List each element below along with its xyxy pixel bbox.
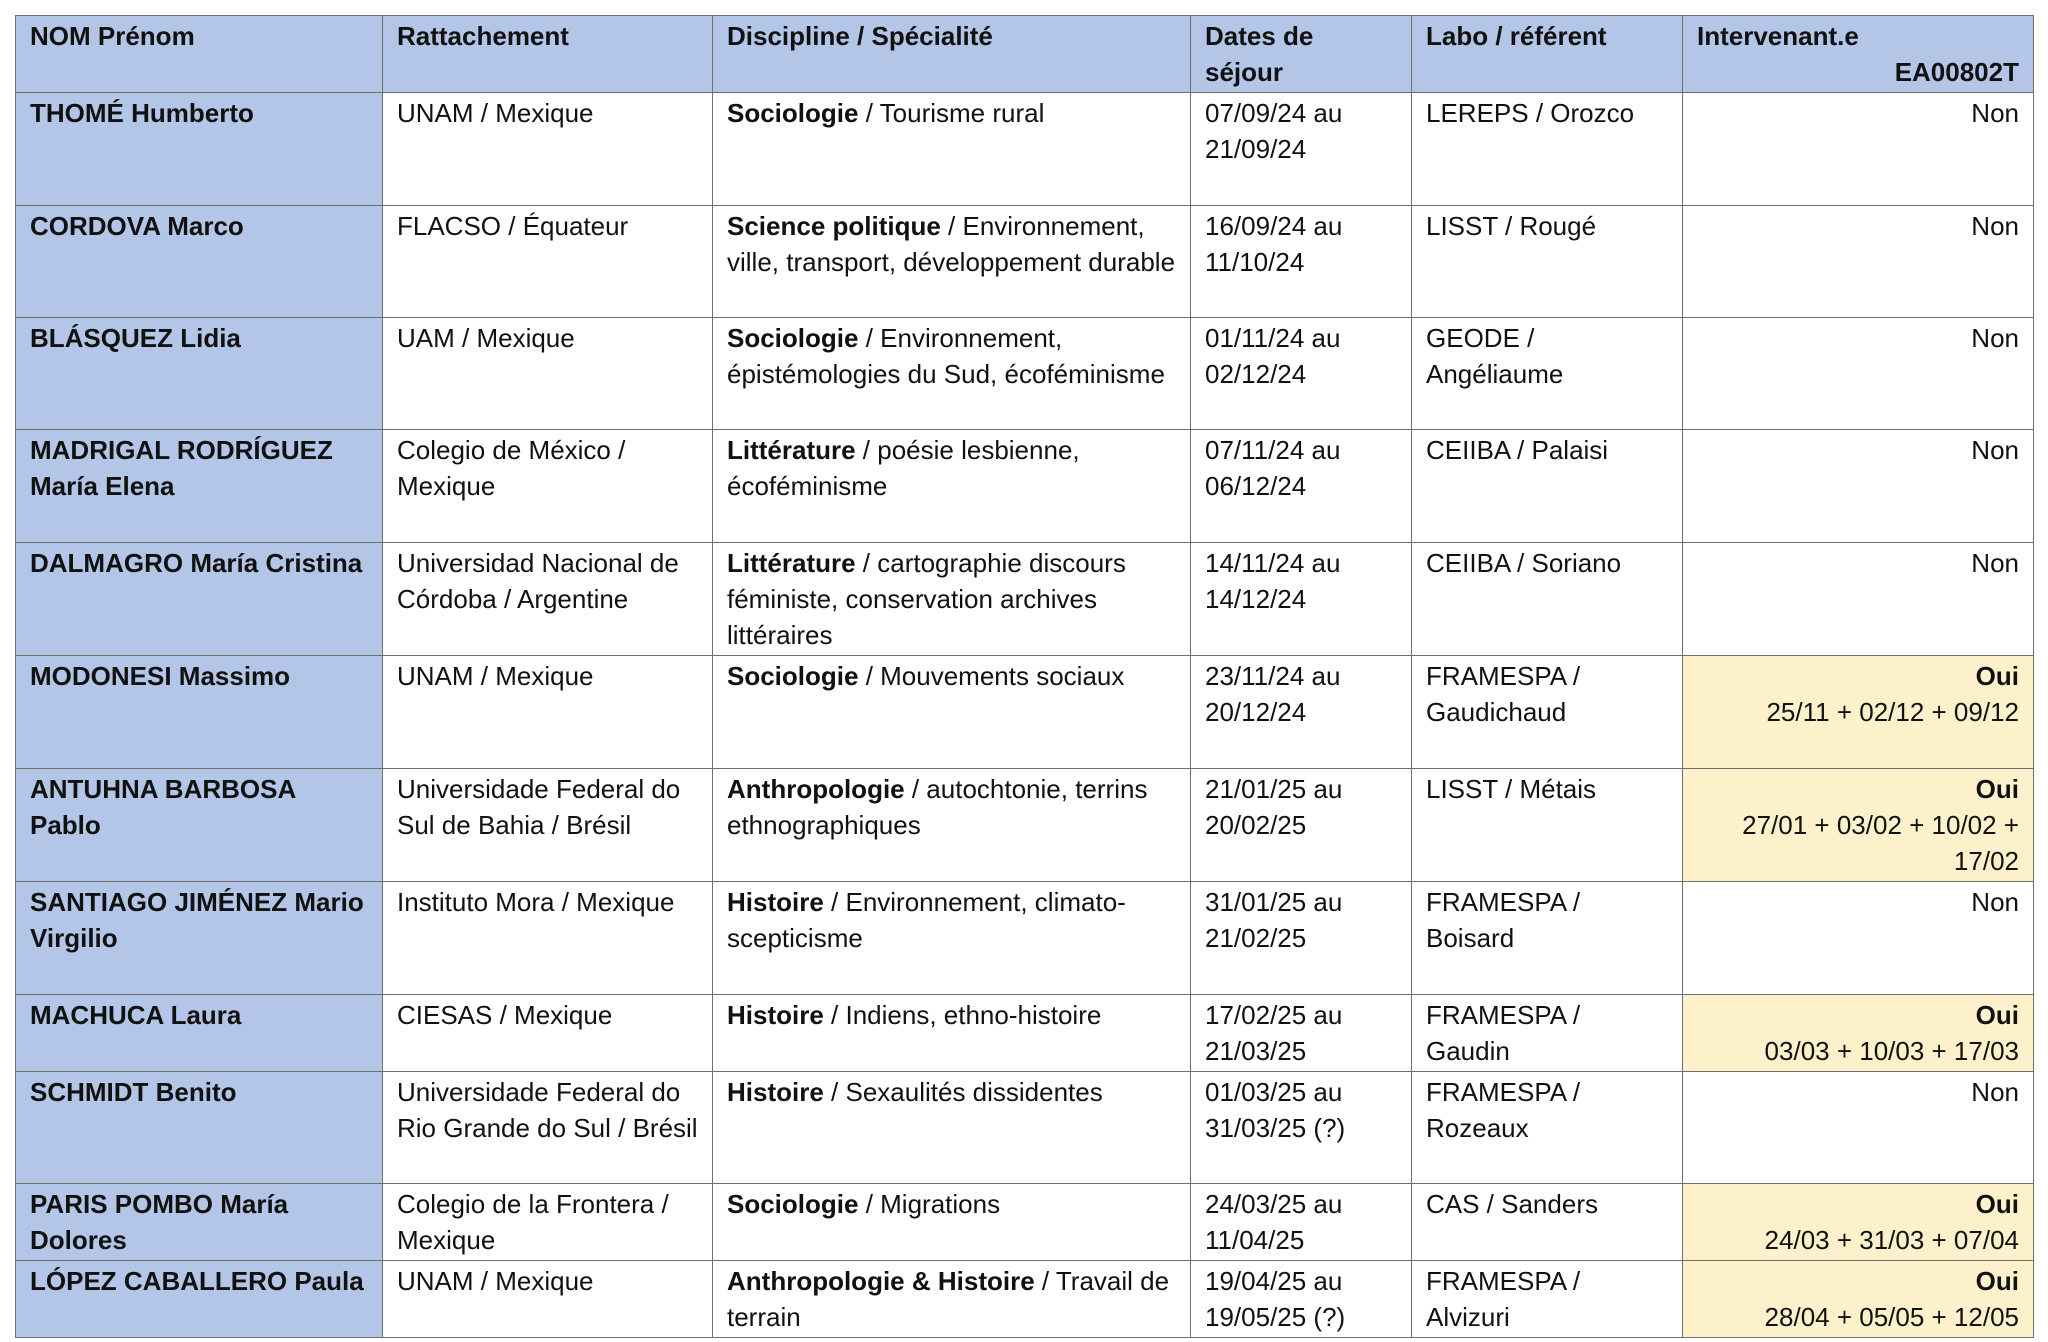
lab-referent-cell: FRAMESPA / Gaudin (1412, 995, 1683, 1072)
table-row (16, 769, 2034, 882)
affiliation-cell: CIESAS / Mexique (383, 995, 713, 1072)
intervention-dates: 24/03 + 31/03 + 07/04 (1764, 1225, 2019, 1255)
intervenant-cell (1683, 769, 2034, 882)
table-row (16, 882, 2034, 995)
discipline-name: Histoire (727, 887, 824, 917)
table-row (16, 995, 2034, 1072)
discipline-cell (713, 93, 1191, 206)
lab-referent-cell: FRAMESPA / Rozeaux (1412, 1072, 1683, 1184)
discipline-cell (713, 543, 1191, 656)
intervenant-cell (1683, 93, 2034, 206)
researcher-name: MACHUCA Laura (16, 995, 383, 1072)
intervention-dates: 27/01 + 03/02 + 10/02 + 17/02 (1742, 810, 2019, 876)
discipline-name: Science politique (727, 211, 941, 241)
discipline-cell (713, 882, 1191, 995)
discipline-name: Sociologie (727, 323, 859, 353)
table-row (16, 1072, 2034, 1184)
researcher-name: LÓPEZ CABALLERO Paula (16, 1261, 383, 1338)
intervenant-cell (1683, 1261, 2034, 1338)
discipline-name: Littérature (727, 435, 856, 465)
lab-referent-cell: FRAMESPA / Gaudichaud (1412, 656, 1683, 769)
intervention-dates: 28/04 + 05/05 + 12/05 (1764, 1302, 2019, 1332)
table-row (16, 206, 2034, 318)
discipline-cell (713, 318, 1191, 430)
intervenant-cell (1683, 543, 2034, 656)
intervenant-cell (1683, 656, 2034, 769)
intervenant-status: Non (1971, 887, 2019, 917)
stay-dates-cell: 31/01/25 au 21/02/25 (1191, 882, 1412, 995)
intervention-dates: 25/11 + 02/12 + 09/12 (1766, 697, 2019, 727)
affiliation-cell: UNAM / Mexique (383, 1261, 713, 1338)
intervenant-status: Non (1971, 98, 2019, 128)
affiliation-cell: Universidade Federal do Rio Grande do Sul / Brésil (383, 1072, 713, 1184)
discipline-cell (713, 995, 1191, 1072)
stay-dates-cell: 07/11/24 au 06/12/24 (1191, 430, 1412, 543)
header-row (16, 16, 2034, 93)
researcher-name: BLÁSQUEZ Lidia (16, 318, 383, 430)
intervenant-cell (1683, 1184, 2034, 1261)
intervenant-status: Non (1971, 323, 2019, 353)
table-row (16, 1261, 2034, 1338)
specialty-text: / Migrations (858, 1189, 1001, 1219)
researcher-name: DALMAGRO María Cristina (16, 543, 383, 656)
table-row (16, 430, 2034, 543)
lab-referent-cell: CEIIBA / Soriano (1412, 543, 1683, 656)
specialty-text: / Indiens, ethno-histoire (823, 1000, 1102, 1030)
affiliation-cell: FLACSO / Équateur (383, 206, 713, 318)
specialty-text: / autochtonie, terrins ethnographiques (727, 774, 1148, 840)
affiliation-cell: Universidade Federal do Sul de Bahia / Brésil (383, 769, 713, 882)
lab-referent-cell: LISST / Métais (1412, 769, 1683, 882)
header-intervenant-code: EA00802T (1894, 57, 2019, 87)
table-row (16, 543, 2034, 656)
intervenant-status: Oui (1975, 1000, 2019, 1030)
lab-referent-cell: LISST / Rougé (1412, 206, 1683, 318)
specialty-text: / Tourisme rural (858, 98, 1045, 128)
discipline-name: Sociologie (727, 1189, 859, 1219)
discipline-cell (713, 1261, 1191, 1338)
discipline-cell (713, 206, 1191, 318)
visiting-researchers-table (15, 15, 2034, 1338)
affiliation-cell: UAM / Mexique (383, 318, 713, 430)
intervenant-cell (1683, 206, 2034, 318)
table-row (16, 93, 2034, 206)
researcher-name: PARIS POMBO María Dolores (16, 1184, 383, 1261)
discipline-cell (713, 430, 1191, 543)
researcher-name: MODONESI Massimo (16, 656, 383, 769)
table-row (16, 318, 2034, 430)
table-row (16, 1184, 2034, 1261)
intervenant-cell (1683, 882, 2034, 995)
stay-dates-cell: 24/03/25 au 11/04/25 (1191, 1184, 1412, 1261)
specialty-text: / poésie lesbienne, écoféminisme (727, 435, 1080, 501)
specialty-text: / Environnement, climato-scepticisme (727, 887, 1126, 953)
header-name: NOM Prénom (16, 16, 383, 93)
discipline-name: Littérature (727, 548, 856, 578)
discipline-cell (713, 1184, 1191, 1261)
intervenant-status: Oui (1975, 661, 2019, 691)
header-affiliation: Rattachement (383, 16, 713, 93)
table-row (16, 656, 2034, 769)
affiliation-cell: Colegio de México / Mexique (383, 430, 713, 543)
stay-dates-cell: 23/11/24 au 20/12/24 (1191, 656, 1412, 769)
intervenant-cell (1683, 1072, 2034, 1184)
affiliation-cell: Instituto Mora / Mexique (383, 882, 713, 995)
intervenant-status: Oui (1975, 1266, 2019, 1296)
affiliation-cell: UNAM / Mexique (383, 656, 713, 769)
lab-referent-cell: FRAMESPA / Alvizuri (1412, 1261, 1683, 1338)
stay-dates-cell: 17/02/25 au 21/03/25 (1191, 995, 1412, 1072)
intervenant-status: Non (1971, 548, 2019, 578)
affiliation-cell: UNAM / Mexique (383, 93, 713, 206)
specialty-text: / cartographie discours féministe, conservation archives littéraires (727, 548, 1126, 650)
specialty-text: / Environnement, ville, transport, développement durable (727, 211, 1176, 277)
header-dates: Dates de séjour (1191, 16, 1412, 93)
specialty-text: / Travail de terrain (727, 1266, 1170, 1332)
stay-dates-cell: 21/01/25 au 20/02/25 (1191, 769, 1412, 882)
researcher-name: ANTUHNA BARBOSA Pablo (16, 769, 383, 882)
intervenant-cell (1683, 995, 2034, 1072)
intervenant-status: Oui (1975, 774, 2019, 804)
discipline-cell (713, 769, 1191, 882)
header-discipline: Discipline / Spécialité (713, 16, 1191, 93)
discipline-name: Histoire (727, 1077, 824, 1107)
discipline-name: Anthropologie & Histoire (727, 1266, 1035, 1296)
researcher-name: THOMÉ Humberto (16, 93, 383, 206)
lab-referent-cell: CAS / Sanders (1412, 1184, 1683, 1261)
stay-dates-cell: 19/04/25 au 19/05/25 (?) (1191, 1261, 1412, 1338)
researcher-name: SANTIAGO JIMÉNEZ Mario Virgilio (16, 882, 383, 995)
intervenant-status: Non (1971, 211, 2019, 241)
researcher-name: SCHMIDT Benito (16, 1072, 383, 1184)
discipline-cell (713, 1072, 1191, 1184)
stay-dates-cell: 01/11/24 au 02/12/24 (1191, 318, 1412, 430)
affiliation-cell: Universidad Nacional de Córdoba / Argentine (383, 543, 713, 656)
stay-dates-cell: 07/09/24 au 21/09/24 (1191, 93, 1412, 206)
header-intervenant (1683, 16, 2034, 93)
discipline-cell (713, 656, 1191, 769)
intervenant-cell (1683, 318, 2034, 430)
lab-referent-cell: LEREPS / Orozco (1412, 93, 1683, 206)
discipline-name: Anthropologie (727, 774, 905, 804)
specialty-text: / Sexaulités dissidentes (823, 1077, 1103, 1107)
stay-dates-cell: 16/09/24 au 11/10/24 (1191, 206, 1412, 318)
discipline-name: Sociologie (727, 98, 859, 128)
header-lab: Labo / référent (1412, 16, 1683, 93)
specialty-text: / Environnement, épistémologies du Sud, écoféminisme (727, 323, 1165, 389)
lab-referent-cell: FRAMESPA / Boisard (1412, 882, 1683, 995)
affiliation-cell: Colegio de la Frontera / Mexique (383, 1184, 713, 1261)
researcher-name: CORDOVA Marco (16, 206, 383, 318)
intervenant-status: Oui (1975, 1189, 2019, 1219)
researcher-name: MADRIGAL RODRÍGUEZ María Elena (16, 430, 383, 543)
discipline-name: Sociologie (727, 661, 859, 691)
specialty-text: / Mouvements sociaux (858, 661, 1125, 691)
lab-referent-cell: GEODE / Angéliaume (1412, 318, 1683, 430)
lab-referent-cell: CEIIBA / Palaisi (1412, 430, 1683, 543)
discipline-name: Histoire (727, 1000, 824, 1030)
stay-dates-cell: 14/11/24 au 14/12/24 (1191, 543, 1412, 656)
intervenant-cell (1683, 430, 2034, 543)
stay-dates-cell: 01/03/25 au 31/03/25 (?) (1191, 1072, 1412, 1184)
header-intervenant-label: Intervenant.e (1697, 21, 1859, 51)
intervenant-status: Non (1971, 1077, 2019, 1107)
intervenant-status: Non (1971, 435, 2019, 465)
intervention-dates: 03/03 + 10/03 + 17/03 (1764, 1036, 2019, 1066)
